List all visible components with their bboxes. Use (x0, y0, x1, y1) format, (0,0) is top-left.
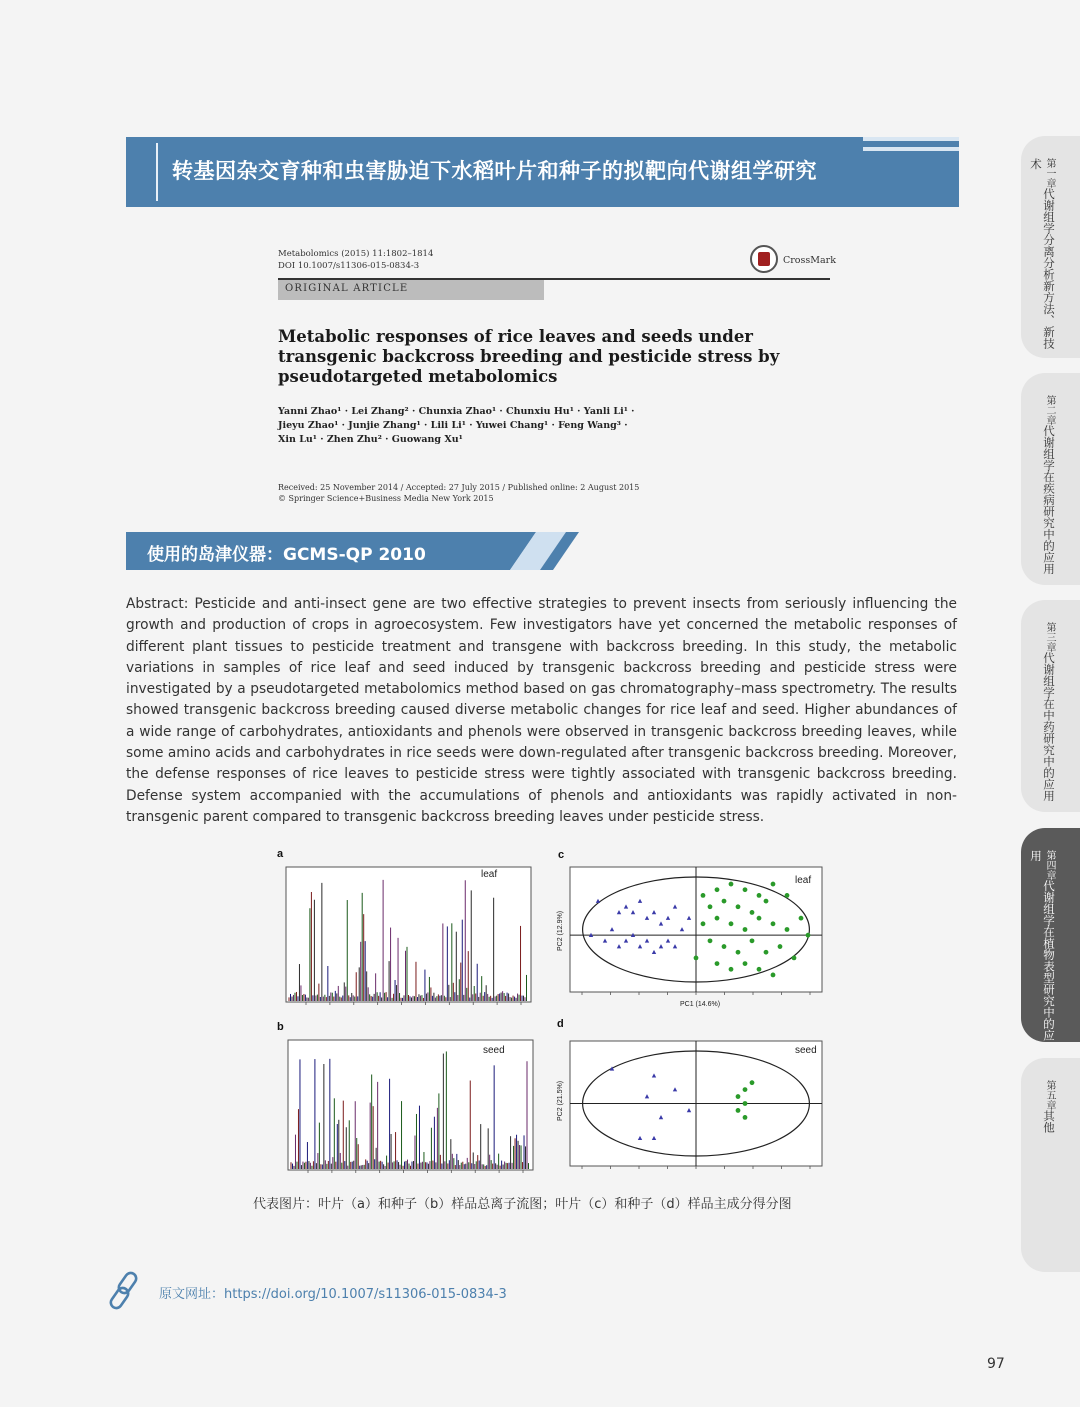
authors-line: Jieyu Zhao¹ · Junjie Zhang¹ · Lili Li¹ · Yuwei Chang¹ · Feng Wang³ · (278, 420, 628, 431)
banner-divider (156, 143, 158, 201)
panel-label-d: d (557, 1018, 564, 1030)
pca-c-circle-point (785, 893, 790, 898)
pca-d-circle-point (743, 1087, 748, 1092)
pca-c-circle-point (771, 921, 776, 926)
pca-c-circle-point (778, 944, 783, 949)
pca-c-circle-point (708, 904, 713, 909)
pca-d-circle-point (743, 1101, 748, 1106)
chapter-title: 其他 (1042, 1110, 1056, 1133)
pca-c-circle-point (729, 967, 734, 972)
panel-label-b: b (277, 1021, 284, 1033)
link-icon (108, 1270, 144, 1312)
pca-c-circle-point (722, 944, 727, 949)
journal-meta (278, 248, 433, 272)
source-url[interactable]: https://doi.org/10.1007/s11306-015-0834-3 (224, 1287, 507, 1302)
chapter-number: 第四章 (1044, 850, 1055, 880)
panel-label-c: c (558, 849, 565, 861)
chapter-title: 代谢组学分离分析新方法、新技术 (1029, 158, 1056, 349)
pca-c-circle-point (764, 950, 769, 955)
pca-c-circle-point (715, 916, 720, 921)
banner-stripe (863, 147, 959, 151)
abstract-text: Abstract: Pesticide and anti-insect gene are two effective strategies to prevent insects from seriously influencing the growth and production of crops in agroecosystem. Few investigators have yet concerned the metabolic responses of different plant tissues to pesticide treatment and transgene with backcross breeding. In this study, the metabolic variations in samples of rice leaf and seed induced by transgenic backcross breeding and pesticide stress were investigated by a pseudotargeted metabolomics method based on gas chromatography–mass spectrometry. The results showed transgenic backcross breeding caused diverse metabolic changes for rice leaf and seed. Higher abundances of a wide range of carbohydrates, antioxidants and phenols were observed in transgenic backcross breeding leaves, while some amino acids and carbohydrates in rice seeds were down-regulated after transgenic backcross breeding. Moreover, the defense responses of rice leaves to pesticide stress were tightly associated with transgenic backcross breeding. Defense system accompanied with the accumulations of phenols and antioxidants was rapidly activated in non-transgenic parent compared to transgenic backcross breeding leaves under pesticide stress. (126, 596, 957, 825)
copyright-line: © Springer Science+Business Media New York 2015 (278, 494, 494, 503)
crossmark-icon (750, 245, 778, 273)
pca-c-circle-point (764, 899, 769, 904)
instrument-label: 使用的岛津仪器：GCMS-QP 2010 (147, 545, 426, 565)
chapter-title: 代谢组学在疾病研究中的应用 (1042, 425, 1056, 575)
pca-c-circle-point (701, 893, 706, 898)
pca-d-circle-point (750, 1080, 755, 1085)
panel-tag-b: seed (483, 1045, 505, 1056)
doi-line: DOI 10.1007/s11306-015-0834-3 (278, 261, 420, 271)
pca-c-circle-point (792, 956, 797, 961)
axis-label-d-pc2: PC2 (21.5%) (557, 1080, 564, 1121)
article-type: ORIGINAL ARTICLE (285, 283, 409, 294)
pca-c-circle-point (715, 961, 720, 966)
pca-c-circle-point (743, 887, 748, 892)
banner-stripe (863, 137, 959, 141)
title-banner (126, 137, 959, 207)
axis-label-c-pc2: PC2 (12.9%) (557, 910, 564, 951)
pca-c-circle-point (722, 899, 727, 904)
pca-c-circle-point (715, 887, 720, 892)
source-link[interactable] (159, 1283, 507, 1302)
axis-label-pc1: PC1 (14.6%) (680, 1001, 721, 1008)
crossmark-label: CrossMark (783, 255, 836, 266)
pca-d-circle-point (736, 1108, 741, 1113)
source-link-label: 原文网址： (159, 1287, 225, 1302)
chapter-tab-4[interactable] (1021, 828, 1080, 1042)
received-line: Received: 25 November 2014 / Accepted: 27 July 2015 / Published online: 2 August 2015 (278, 483, 640, 492)
pca-c-circle-point (729, 882, 734, 887)
pca-d-circle-point (736, 1094, 741, 1099)
chapter-number: 第三章 (1044, 622, 1055, 652)
chapter-number: 第一章 (1044, 158, 1055, 188)
figure-graphics (270, 845, 830, 1175)
figure (270, 845, 830, 1175)
page-title: 转基因杂交育种和虫害胁迫下水稻叶片和种子的拟靶向代谢组学研究 (172, 159, 817, 183)
chapter-tab-2[interactable] (1021, 373, 1080, 585)
pca-c-circle-point (694, 956, 699, 961)
chapter-number: 第二章 (1044, 395, 1055, 425)
paper-header (278, 240, 838, 520)
pca-c-circle-point (757, 916, 762, 921)
pca-c-circle-point (799, 916, 804, 921)
panel-tag-c: leaf (795, 875, 812, 886)
pca-c-circle-point (708, 938, 713, 943)
journal-line: Metabolomics (2015) 11:1802–1814 (278, 249, 434, 259)
chapter-tab-5[interactable] (1021, 1058, 1080, 1272)
author-list (278, 405, 658, 447)
figure-caption: 代表图片：叶片（a）和种子（b）样品总离子流图；叶片（c）和种子（d）样品主成分得分图 (253, 1197, 792, 1212)
pca-c-circle-point (701, 921, 706, 926)
chapter-number: 第五章 (1044, 1080, 1055, 1110)
pca-c-circle-point (729, 921, 734, 926)
pca-c-circle-point (736, 950, 741, 955)
pca-c-circle-point (743, 961, 748, 966)
chapter-title: 代谢组学在植物表型研究中的应用 (1029, 850, 1056, 1041)
pca-c-circle-point (750, 910, 755, 915)
publication-dates (278, 482, 658, 504)
pca-c-circle-point (736, 904, 741, 909)
authors-line: Xin Lu¹ · Zhen Zhu² · Guowang Xu¹ (278, 434, 463, 445)
pca-c-circle-point (757, 967, 762, 972)
pca-c-circle-point (750, 938, 755, 943)
panel-label-a: a (277, 848, 284, 860)
pca-d-circle-point (743, 1115, 748, 1120)
pca-c-circle-point (771, 882, 776, 887)
chapter-tab-3[interactable] (1021, 600, 1080, 812)
panel-tag-d: seed (795, 1045, 817, 1056)
pca-c-circle-point (771, 973, 776, 978)
chapter-title: 代谢组学在中药研究中的应用 (1042, 652, 1056, 802)
pca-c-circle-point (757, 893, 762, 898)
chromatogram-b-frame (288, 1040, 533, 1170)
page-number: 97 (987, 1356, 1005, 1372)
panel-tag-a: leaf (481, 869, 498, 880)
paper-title: Metabolic responses of rice leaves and seeds under transgenic backcross breeding and pesticide stress by pseudotargeted metabolomics (278, 327, 780, 386)
authors-line: Yanni Zhao¹ · Lei Zhang² · Chunxia Zhao¹ · Chunxiu Hu¹ · Yanli Li¹ · (278, 406, 635, 417)
chapter-tab-1[interactable] (1021, 136, 1080, 358)
chromatogram-a-frame (286, 867, 531, 1002)
instrument-banner (126, 532, 586, 570)
pca-c-circle-point (743, 927, 748, 932)
pca-c-circle-point (806, 933, 811, 938)
pca-c-circle-point (785, 927, 790, 932)
